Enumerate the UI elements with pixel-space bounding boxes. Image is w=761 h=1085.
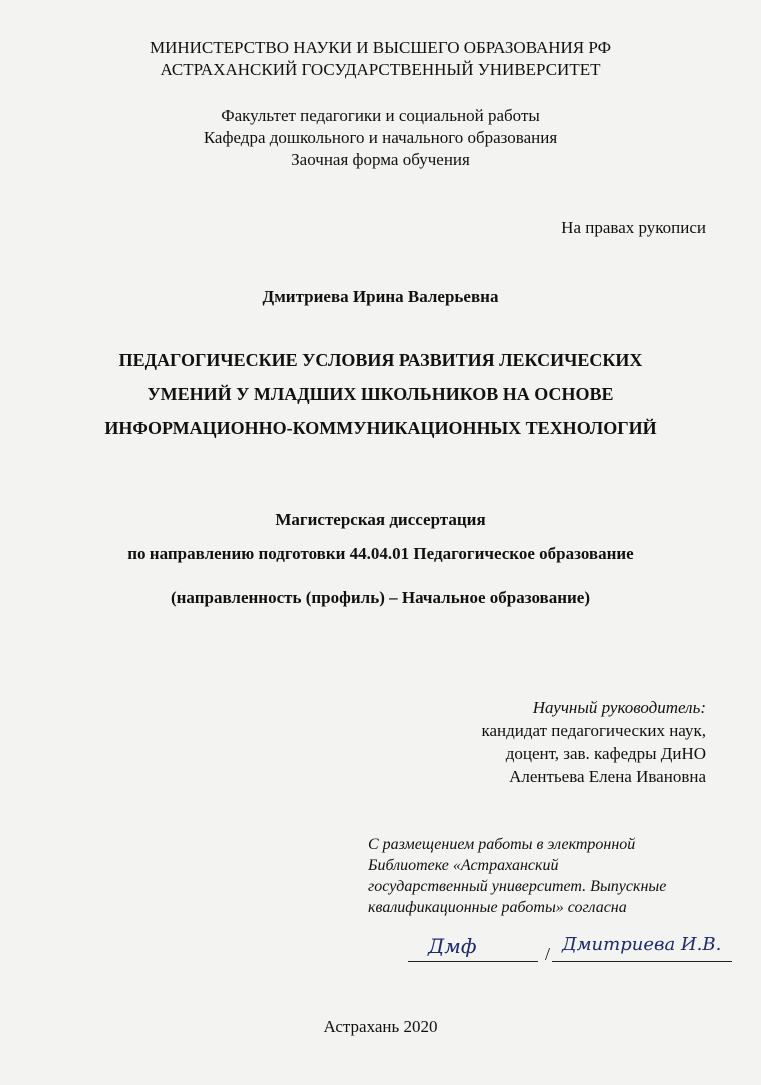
ministry-line: МИНИСТЕРСТВО НАУКИ И ВЫСШЕГО ОБРАЗОВАНИЯ РФ [149,38,611,57]
supervisor-label: Научный руководитель: [532,698,706,717]
profile-line: (направленность (профиль) – Начальное образование) [170,588,591,607]
city-year: Астрахань 2020 [323,1017,438,1036]
consent-block [368,834,666,918]
supervisor-position: доцент, зав. кафедры ДиНО [505,744,706,763]
supervisor-name: Алентьева Елена Ивановна [509,767,706,786]
author-name: Дмитриева Ирина Валерьевна [262,287,499,306]
supervisor-degree: кандидат педагогических наук, [481,721,706,740]
direction-line: по направлению подготовки 44.04.01 Педагогическое образование [127,544,634,563]
study-form-line: Заочная форма обучения [291,150,470,169]
manuscript-note: На правах рукописи [561,218,706,237]
thesis-title-line-3: ИНФОРМАЦИОННО-КОММУНИКАЦИОННЫХ ТЕХНОЛОГИЙ [104,418,657,438]
thesis-title-line-2: УМЕНИЙ У МЛАДШИХ ШКОЛЬНИКОВ НА ОСНОВЕ [147,384,614,404]
work-type: Магистерская диссертация [275,510,486,529]
name-line [552,961,732,962]
consent-line-1: С размещением работы в электронной [368,836,636,853]
consent-line-4: квалификационные работы» согласна [368,899,627,916]
consent-line-3: государственный университет. Выпускные [368,878,667,895]
handwritten-signature: Дмф [428,934,477,958]
university-line: АСТРАХАНСКИЙ ГОСУДАРСТВЕННЫЙ УНИВЕРСИТЕТ [160,60,601,79]
faculty-line: Факультет педагогики и социальной работы [221,106,540,125]
signature-line [408,961,538,962]
handwritten-name: Дмитриева И.В. [562,934,722,955]
department-line: Кафедра дошкольного и начального образования [203,128,558,147]
thesis-title-line-1: ПЕДАГОГИЧЕСКИЕ УСЛОВИЯ РАЗВИТИЯ ЛЕКСИЧЕСКИХ [118,350,643,370]
signature-separator: / [545,944,551,964]
consent-line-2: Библиотеке «Астраханский [368,857,559,874]
